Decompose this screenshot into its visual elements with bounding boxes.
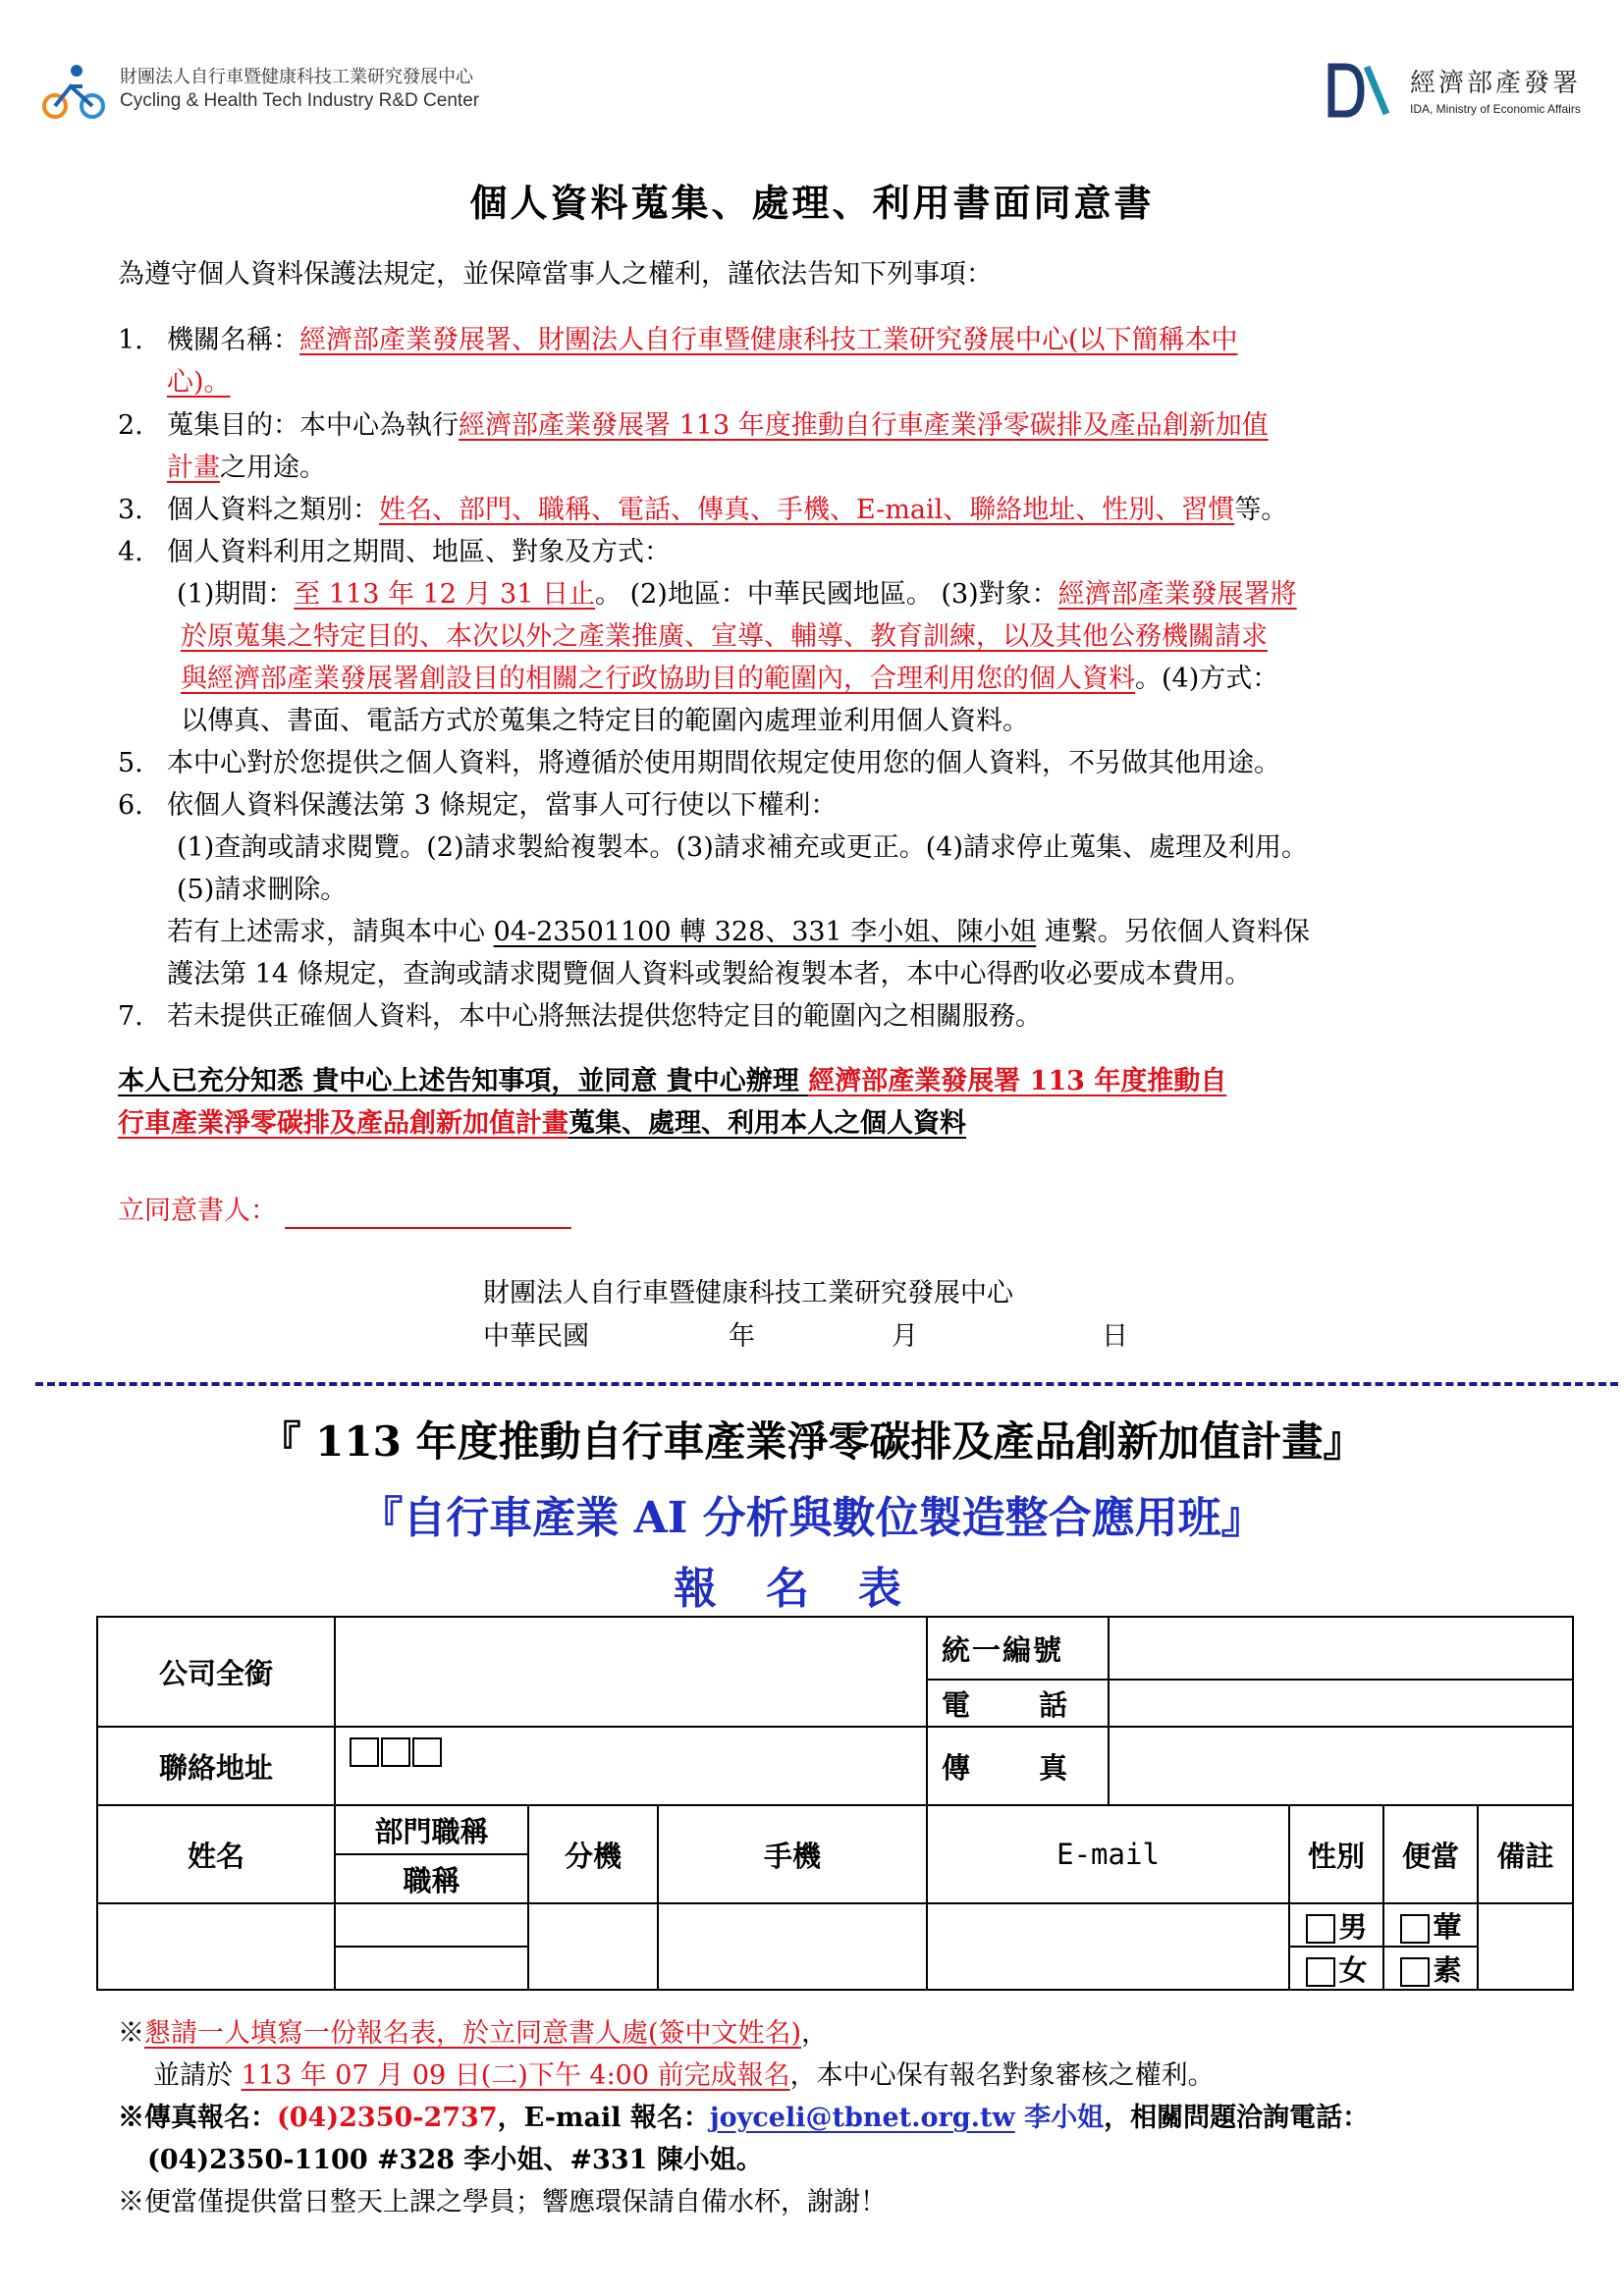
date-day-label: 日 [1102,1321,1128,1352]
fax-label: 傳 真 [927,1727,1109,1805]
tax-id-field[interactable] [1109,1617,1573,1680]
item-4-target: 於原蒐集之特定目的、本次以外之產業推廣、宣導、輔導、教育訓練，以及其他公務機關請求 [181,621,1268,652]
item-2-cont: 計畫之用途。 [167,453,326,483]
note-5: ※便當僅提供當日整天上課之學員；響應環保請自備水杯，謝謝！ [118,2187,887,2217]
item-4: 4. 個人資料利用之期間、地區、對象及方式： [118,537,671,567]
item-6-fee: 護法第 14 條規定，查詢或請求閱覽個人資料或製給複製本者，本中心得酌收必要成本費用。 [167,959,1252,989]
col-meal: 便當 [1383,1805,1478,1903]
consent-intro: 為遵守個人資料保護法規定，並保障當事人之權利，謹依法告知下列事項： [118,259,993,290]
fax-field[interactable] [1109,1727,1573,1805]
ida-logo-icon [1327,61,1390,120]
date-month-label: 月 [892,1321,918,1352]
tax-id-label: 統一編號 [927,1617,1109,1680]
col-name: 姓名 [97,1805,335,1903]
entry-note-field[interactable] [1478,1903,1573,1990]
left-logo-chinese: 財團法人自行車暨健康科技工業研究發展中心 [120,67,473,87]
date-year-label: 年 [729,1321,755,1352]
meal-meat-option[interactable]: 葷 [1383,1903,1478,1947]
entry-title-field[interactable] [335,1947,528,1990]
address-label: 聯絡地址 [97,1727,335,1805]
entry-mobile-field[interactable] [658,1903,927,1990]
item-6: 6. 依個人資料保護法第 3 條規定，當事人可行使以下權利： [118,790,838,821]
entry-dept-field[interactable] [335,1903,528,1947]
cycling-center-logo [41,57,480,126]
cut-line-divider [35,1382,1618,1386]
item-6-rights-cont: (5)請求刪除。 [177,875,348,905]
note-2: 並請於 113 年 07 月 09 日(二)下午 4:00 前完成報名，本中心保有報名對象審核之權利。 [153,2060,1215,2091]
ida-logo [1327,59,1583,128]
col-note: 備註 [1478,1805,1573,1903]
veg-checkbox[interactable] [1400,1957,1430,1987]
gender-female-option[interactable]: 女 [1289,1947,1383,1990]
meat-checkbox[interactable] [1400,1914,1430,1944]
agreement-line-1: 本人已充分知悉 貴中心上述告知事項，並同意 貴中心辦理 經濟部產業發展署 113 年度推動自 [118,1066,1227,1096]
col-extension: 分機 [528,1805,658,1903]
female-checkbox[interactable] [1306,1957,1335,1987]
registration-table [96,1616,1574,1991]
item-6-rights: (1)查詢或請求閱覽。(2)請求製給複製本。(3)請求補充或更正。(4)請求停止蒐集、處理及利用。 [177,832,1308,863]
entry-name-field[interactable] [97,1903,335,1990]
col-dept-title: 部門職稱 [335,1805,528,1854]
item-4-method: 以傳真、書面、電話方式於蒐集之特定目的範圍內處理並利用個人資料。 [181,706,1029,736]
phone-label: 電 話 [927,1680,1109,1727]
note-3: ※傳真報名：(04)2350-2737，E-mail 報名：joyceli@tbnet.org.tw 李小姐，相關問題洽詢電話： [118,2103,1370,2133]
address-field[interactable] [335,1727,927,1805]
company-name-label: 公司全銜 [97,1617,335,1727]
email-link[interactable]: joyceli@tbnet.org.tw [709,2103,1015,2133]
item-4-period: (1)期間：至 113 年 12 月 31 日止。 (2)地區：中華民國地區。 (3)對象：經濟部產業發展署將 [177,579,1297,610]
item-1: 1. 機關名稱：經濟部產業發展署、財團法人自行車暨健康科技工業研究發展中心(以下簡稱本中 [118,325,1238,355]
consent-title: 個人資料蒐集、處理、利用書面同意書 [469,181,1155,225]
form-title: 報名表 [674,1564,950,1614]
note-4: (04)2350-1100 #328 李小姐、#331 陳小姐。 [147,2145,763,2175]
item-6-contact: 若有上述需求，請與本中心 04-23501100 轉 328、331 李小姐、陳小姐 連繫。另依個人資料保 [167,917,1310,947]
signer-label: 立同意書人： [118,1196,277,1226]
col-mobile: 手機 [658,1805,927,1903]
col-title: 職稱 [335,1854,528,1903]
agreement-line-2: 行車產業淨零碳排及產品創新加值計畫蒐集、處理、利用本人之個人資料 [118,1108,966,1139]
item-2: 2. 蒐集目的：本中心為執行經濟部產業發展署 113 年度推動自行車產業淨零碳排及產品創新加值 [118,410,1269,441]
male-checkbox[interactable] [1306,1914,1335,1944]
postal-code-boxes[interactable] [350,1734,444,1767]
col-email: E-mail [927,1805,1289,1903]
phone-field[interactable] [1109,1680,1573,1727]
left-logo-english: Cycling & Health Tech Industry R&D Center [120,90,480,111]
item-1-cont: 心)。 [167,367,231,398]
right-logo-chinese: 經濟部產發署 [1410,69,1582,98]
item-5: 5. 本中心對於您提供之個人資料，將遵循於使用期間依規定使用您的個人資料，不另做其他用途。 [118,748,1280,778]
gender-male-option[interactable]: 男 [1289,1903,1383,1947]
item-3: 3. 個人資料之類別：姓名、部門、職稱、電話、傳真、手機、E-mail、聯絡地址、性別、習慣等。 [118,495,1288,525]
program-title: 『 113 年度推動自行車產業淨零碳排及產品創新加值計畫』 [259,1417,1365,1466]
class-title: 『自行車產業 AI 分析與數位製造整合應用班』 [359,1493,1265,1543]
col-gender: 性別 [1289,1805,1383,1903]
date-country: 中華民國 [483,1321,589,1352]
entry-email-field[interactable] [927,1903,1289,1990]
company-name-field[interactable] [335,1617,927,1727]
signature-line[interactable] [285,1227,571,1229]
meal-veg-option[interactable]: 素 [1383,1947,1478,1990]
organization-name: 財團法人自行車暨健康科技工業研究發展中心 [483,1278,1013,1308]
item-4-target-cont: 與經濟部產業發展署創設目的相關之行政協助目的範圍內，合理利用您的個人資料。(4)方式： [181,664,1279,694]
cyclist-logo-icon [41,61,112,122]
right-logo-english: IDA, Ministry of Economic Affairs [1410,102,1581,116]
note-1: ※懇請一人填寫一份報名表，於立同意書人處(簽中文姓名)， [118,2018,829,2049]
entry-extension-field[interactable] [528,1903,658,1990]
item-7: 7. 若未提供正確個人資料，本中心將無法提供您特定目的範圍內之相關服務。 [118,1001,1042,1032]
